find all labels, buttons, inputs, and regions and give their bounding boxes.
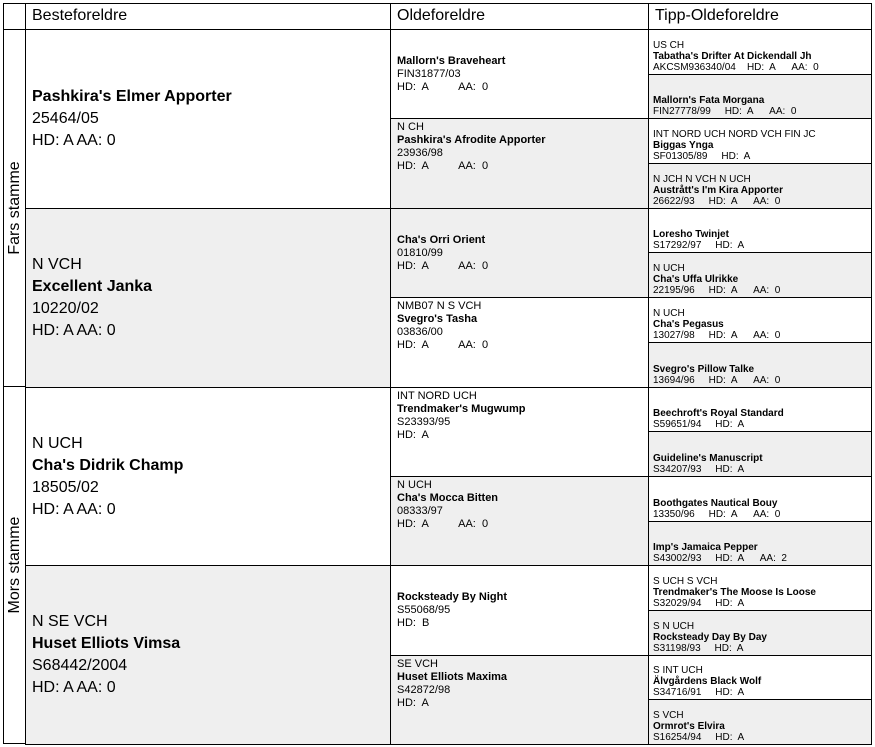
great-great-grandparent-cell (648, 342, 872, 388)
grandparent-cell (25, 208, 391, 388)
great-great-grandparent-title: S UCH S VCH (653, 576, 718, 587)
great-great-grandparent-title: N JCH N VCH N UCH (653, 174, 751, 185)
great-grandparent-name: Pashkira's Afrodite Apporter (397, 134, 546, 146)
great-great-grandparent-info: S32029/94 HD: A (653, 598, 745, 609)
great-great-grandparent-cell (648, 521, 872, 566)
grandparent-name: Excellent Janka (32, 278, 153, 295)
header-great-grandparents: Oldeforeldre (390, 3, 649, 30)
great-grandparent-health: HD: A AA: 0 (397, 160, 489, 172)
great-grandparent-name: Rocksteady By Night (397, 591, 508, 603)
great-grandparent-title: N UCH (397, 479, 432, 491)
great-great-grandparent-cell (648, 252, 872, 298)
great-grandparent-title: N CH (397, 121, 424, 133)
great-grandparent-cell (390, 208, 649, 298)
great-great-grandparent-name: Loresho Twinjet (653, 229, 729, 240)
great-great-grandparent-info: 13027/98 HD: A AA: 0 (653, 330, 781, 341)
grandparent-cell (25, 387, 391, 566)
great-great-grandparent-title: S VCH (653, 710, 684, 721)
great-great-grandparent-name: Mallorn's Fata Morgana (653, 95, 765, 106)
great-great-grandparent-info: 26622/93 HD: A AA: 0 (653, 196, 781, 207)
grandparent-health: HD: A AA: 0 (32, 322, 116, 339)
great-grandparent-name: Huset Elliots Maxima (397, 671, 508, 683)
grandparent-reg: 18505/02 (32, 478, 99, 496)
great-grandparent-health: HD: A AA: 0 (397, 80, 489, 93)
great-great-grandparent-info: S43002/93 HD: A AA: 2 (653, 553, 787, 564)
side-label-dam-text: Mors stamme (5, 516, 23, 614)
great-great-grandparent-name: Tabatha's Drifter At Dickendall Jh (653, 51, 812, 62)
grandparent-cell (25, 565, 391, 745)
grandparent-cell (25, 29, 391, 209)
great-great-grandparent-cell (648, 610, 872, 656)
great-great-grandparent-name: Biggas Ynga (653, 140, 714, 151)
great-great-grandparent-cell (648, 208, 872, 253)
grandparent-health: HD: A AA: 0 (32, 500, 116, 518)
great-great-grandparent-name: Ormrot's Elvira (653, 721, 725, 732)
header-great-great-grandparents: Tipp-Oldeforeldre (648, 3, 872, 30)
great-great-grandparent-name: Trendmaker's The Moose Is Loose (653, 587, 816, 598)
grandparent-title: N UCH (32, 434, 83, 452)
side-label-sire (3, 29, 26, 387)
great-grandparent-name: Trendmaker's Mugwump (397, 403, 526, 415)
great-great-grandparent-name: Älvgårdens Black Wolf (653, 676, 762, 687)
great-grandparent-health: HD: B (397, 617, 430, 629)
great-great-grandparent-cell (648, 118, 872, 164)
great-great-grandparent-info: FIN27778/99 HD: A AA: 0 (653, 106, 797, 117)
grandparent-health: HD: A AA: 0 (32, 132, 116, 149)
great-great-grandparent-info: 13350/96 HD: A AA: 0 (653, 509, 781, 520)
grandparent-name: Cha's Didrik Champ (32, 456, 184, 474)
great-great-grandparent-cell (648, 699, 872, 745)
side-label-dam (3, 386, 26, 744)
great-great-grandparent-info: S34207/93 HD: A (653, 464, 745, 475)
great-great-grandparent-info: S59651/94 HD: A (653, 419, 745, 430)
great-grandparent-reg: 03836/00 (397, 326, 443, 338)
great-great-grandparent-info: S34716/91 HD: A (653, 687, 745, 698)
great-grandparent-health: HD: A (397, 697, 429, 709)
great-grandparent-health: HD: A AA: 0 (397, 259, 489, 272)
great-grandparent-reg: 08333/97 (397, 505, 443, 517)
great-grandparent-health: HD: A (397, 429, 429, 441)
great-great-grandparent-cell (648, 297, 872, 343)
great-great-grandparent-title: N UCH (653, 308, 685, 319)
grandparent-health: HD: A AA: 0 (32, 679, 116, 696)
great-grandparent-title: SE VCH (397, 658, 438, 670)
great-great-grandparent-name: Boothgates Nautical Bouy (653, 498, 778, 509)
great-grandparent-cell (390, 118, 649, 209)
pedigree-table (3, 3, 872, 744)
grandparent-reg: S68442/2004 (32, 657, 128, 674)
great-grandparent-health: HD: A AA: 0 (397, 339, 489, 351)
great-great-grandparent-cell (648, 29, 872, 75)
great-great-grandparent-title: S N UCH (653, 621, 695, 632)
great-grandparent-name: Cha's Mocca Bitten (397, 492, 499, 504)
great-grandparent-cell (390, 476, 649, 566)
grandparent-name: Huset Elliots Vimsa (32, 635, 181, 652)
great-grandparent-reg: 01810/99 (397, 246, 443, 259)
great-grandparent-reg: S55068/95 (397, 604, 451, 616)
side-label-sire-text: Fars stamme (5, 161, 23, 255)
great-great-grandparent-info: 13694/96 HD: A AA: 0 (653, 375, 781, 386)
great-grandparent-name: Mallorn's Braveheart (397, 54, 506, 67)
grandparent-title: N VCH (32, 256, 82, 273)
header-corner (3, 3, 26, 30)
great-great-grandparent-name: Guideline's Manuscript (653, 453, 763, 464)
great-grandparent-reg: 23936/98 (397, 147, 443, 159)
great-great-grandparent-name: Rocksteady Day By Day (653, 632, 767, 643)
great-great-grandparent-info: S16254/94 HD: A (653, 732, 745, 743)
great-grandparent-cell (390, 297, 649, 388)
great-great-grandparent-name: Cha's Uffa Ulrikke (653, 274, 739, 285)
great-great-grandparent-cell (648, 565, 872, 611)
great-great-grandparent-name: Svegro's Pillow Talke (653, 364, 755, 375)
grandparent-reg: 25464/05 (32, 110, 99, 127)
great-great-grandparent-cell (648, 74, 872, 119)
great-great-grandparent-cell (648, 431, 872, 477)
great-great-grandparent-title: US CH (653, 40, 685, 51)
header-grandparents: Besteforeldre (25, 3, 391, 30)
great-great-grandparent-info: 22195/96 HD: A AA: 0 (653, 285, 781, 296)
great-grandparent-title: NMB07 N S VCH (397, 300, 482, 312)
great-great-grandparent-name: Imp's Jamaica Pepper (653, 542, 758, 553)
great-grandparent-cell (390, 29, 649, 119)
grandparent-reg: 10220/02 (32, 300, 99, 317)
great-great-grandparent-title: INT NORD UCH NORD VCH FIN JC (653, 129, 816, 140)
grandparent-name: Pashkira's Elmer Apporter (32, 88, 232, 105)
great-great-grandparent-cell (648, 476, 872, 522)
great-great-grandparent-name: Beechroft's Royal Standard (653, 408, 784, 419)
great-great-grandparent-info: S17292/97 HD: A (653, 240, 745, 251)
great-great-grandparent-info: AKCSM936340/04 HD: A AA: 0 (653, 62, 819, 73)
great-grandparent-health: HD: A AA: 0 (397, 518, 489, 530)
great-great-grandparent-name: Cha's Pegasus (653, 319, 724, 330)
great-grandparent-cell (390, 387, 649, 477)
great-great-grandparent-title: N UCH (653, 263, 685, 274)
great-great-grandparent-info: S31198/93 HD: A (653, 643, 744, 654)
great-grandparent-name: Svegro's Tasha (397, 313, 478, 325)
great-grandparent-cell (390, 655, 649, 745)
great-grandparent-reg: S42872/98 (397, 684, 451, 696)
great-great-grandparent-cell (648, 163, 872, 209)
great-great-grandparent-info: SF01305/89 HD: A (653, 151, 751, 162)
grandparent-title: N SE VCH (32, 613, 108, 630)
great-grandparent-reg: FIN31877/03 (397, 67, 461, 80)
great-grandparent-title: INT NORD UCH (397, 390, 477, 402)
great-great-grandparent-name: Austrått's I'm Kira Apporter (653, 185, 783, 196)
great-great-grandparent-cell (648, 387, 872, 432)
great-grandparent-name: Cha's Orri Orient (397, 233, 486, 246)
great-great-grandparent-cell (648, 655, 872, 700)
great-grandparent-reg: S23393/95 (397, 416, 451, 428)
great-great-grandparent-title: S INT UCH (653, 665, 703, 676)
great-grandparent-cell (390, 565, 649, 656)
